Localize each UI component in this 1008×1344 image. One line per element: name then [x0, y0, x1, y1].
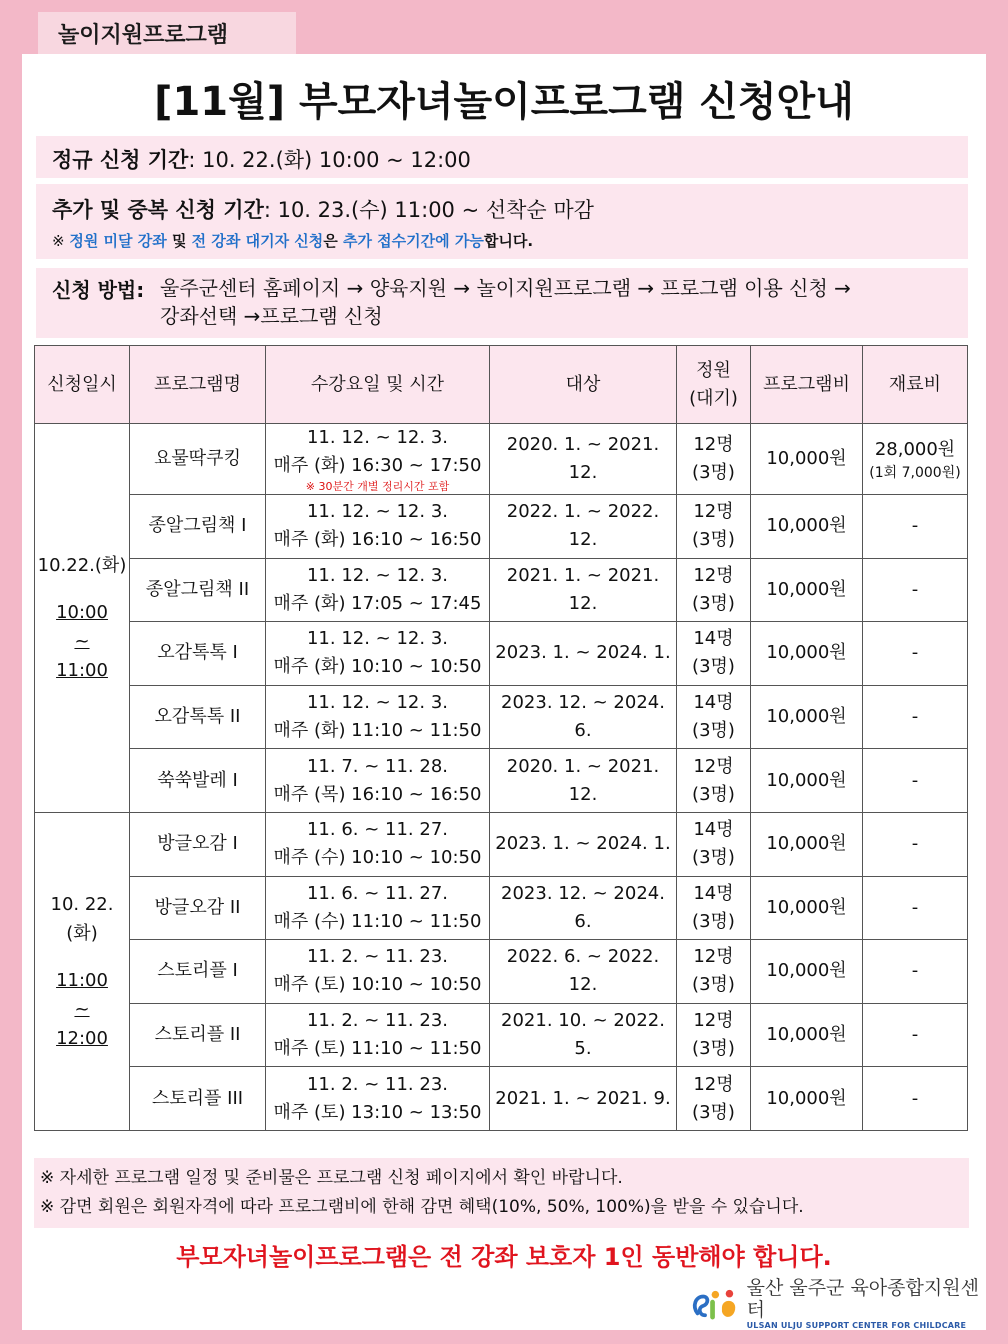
method-label: 신청 방법: — [52, 278, 145, 302]
schedule: 11. 12. ~ 12. 3. 매주 (화) 16:30 ~ 17:50 ※ 30분간 개별 정리시간 포함 — [266, 424, 490, 495]
footnotes — [34, 1158, 969, 1228]
capacity: 14명 (3명) — [677, 812, 751, 876]
target-age: 2021. 10. ~ 2022. 5. — [490, 1003, 677, 1067]
program-name: 스토리플 I — [130, 940, 266, 1004]
table-row — [35, 622, 968, 686]
schedule: 11. 12. ~ 12. 3. 매주 (화) 16:10 ~ 16:50 — [266, 495, 490, 559]
header-date: 신청일시 — [35, 346, 130, 424]
note-text-1: 및 — [166, 232, 192, 250]
material-fee: - — [863, 812, 968, 876]
target-age: 2023. 12. ~ 2024. 6. — [490, 876, 677, 940]
material-fee: - — [863, 685, 968, 749]
target-age: 2022. 1. ~ 2022. 12. — [490, 495, 677, 559]
extra-period-value: : 10. 23.(수) 11:00 ~ 선착순 마감 — [263, 198, 594, 222]
method-band — [36, 268, 968, 338]
schedule: 11. 6. ~ 11. 27. 매주 (수) 11:10 ~ 11:50 — [266, 876, 490, 940]
capacity: 14명 (3명) — [677, 685, 751, 749]
schedule: 11. 2. ~ 11. 23. 매주 (토) 10:10 ~ 10:50 — [266, 940, 490, 1004]
note-text-2: 은 — [323, 232, 343, 250]
program-name: 스토리플 III — [130, 1067, 266, 1131]
program-name: 오감톡톡 II — [130, 685, 266, 749]
target-age: 2023. 1. ~ 2024. 1. — [490, 812, 677, 876]
material-fee: - — [863, 1003, 968, 1067]
program-fee: 10,000원 — [751, 876, 863, 940]
target-age: 2020. 1. ~ 2021. 12. — [490, 749, 677, 813]
category-tab: 놀이지원프로그램 — [38, 12, 296, 54]
program-name: 방글오감 II — [130, 876, 266, 940]
header-schedule: 수강요일 및 시간 — [266, 346, 490, 424]
program-table — [34, 345, 968, 1131]
material-fee: - — [863, 1067, 968, 1131]
table-row — [35, 685, 968, 749]
method-line-2: 강좌선택 →프로그램 신청 — [160, 304, 383, 328]
capacity: 14명 (3명) — [677, 622, 751, 686]
material-fee: - — [863, 940, 968, 1004]
capacity: 12명 (3명) — [677, 495, 751, 559]
header-capacity: 정원 (대기) — [677, 346, 751, 424]
table-row — [35, 812, 968, 876]
program-fee: 10,000원 — [751, 812, 863, 876]
program-name: 오감톡톡 I — [130, 622, 266, 686]
regular-period-label: 정규 신청 기간 — [52, 148, 189, 172]
header-program: 프로그램명 — [130, 346, 266, 424]
header-material: 재료비 — [863, 346, 968, 424]
target-age: 2021. 1. ~ 2021. 9. — [490, 1067, 677, 1131]
material-fee: - — [863, 622, 968, 686]
schedule: 11. 7. ~ 11. 28. 매주 (목) 16:10 ~ 16:50 — [266, 749, 490, 813]
application-datetime: 10.22.(화) 10:00 ~ 11:00 — [35, 424, 130, 813]
program-fee: 10,000원 — [751, 424, 863, 495]
table-row — [35, 424, 968, 495]
target-age: 2023. 12. ~ 2024. 6. — [490, 685, 677, 749]
method-line-1: 울주군센터 홈페이지 → 양육지원 → 놀이지원프로그램 → 프로그램 이용 신청 → — [160, 276, 851, 300]
program-fee: 10,000원 — [751, 1067, 863, 1131]
note-prefix: ※ — [52, 232, 70, 250]
material-fee: - — [863, 876, 968, 940]
schedule: 11. 6. ~ 11. 27. 매주 (수) 10:10 ~ 10:50 — [266, 812, 490, 876]
program-name: 요물딱쿠킹 — [130, 424, 266, 495]
capacity: 12명 (3명) — [677, 940, 751, 1004]
center-logo-icon — [690, 1284, 743, 1324]
logo-korean-name: 울산 울주군 육아종합지원센터 — [746, 1277, 979, 1321]
table-row — [35, 876, 968, 940]
material-fee: - — [863, 495, 968, 559]
header-target: 대상 — [490, 346, 677, 424]
target-age: 2023. 1. ~ 2024. 1. — [490, 622, 677, 686]
program-name: 종알그림책 I — [130, 495, 266, 559]
program-fee: 10,000원 — [751, 940, 863, 1004]
program-name: 쑥쑥발레 I — [130, 749, 266, 813]
schedule: 11. 12. ~ 12. 3. 매주 (화) 17:05 ~ 17:45 — [266, 558, 490, 622]
table-row — [35, 558, 968, 622]
program-fee: 10,000원 — [751, 622, 863, 686]
table-row — [35, 495, 968, 559]
program-name: 방글오감 I — [130, 812, 266, 876]
header-fee: 프로그램비 — [751, 346, 863, 424]
application-datetime: 10. 22.(화) 11:00 ~ 12:00 — [35, 812, 130, 1130]
footnote-1: ※ 자세한 프로그램 일정 및 준비물은 프로그램 신청 페이지에서 확인 바랍니다. — [40, 1168, 623, 1188]
program-fee: 10,000원 — [751, 1003, 863, 1067]
program-name: 종알그림책 II — [130, 558, 266, 622]
program-fee: 10,000원 — [751, 558, 863, 622]
capacity: 12명 (3명) — [677, 1067, 751, 1131]
note-highlight-1: 정원 미달 강좌 — [69, 232, 167, 250]
regular-period-value: : 10. 22.(화) 10:00 ~ 12:00 — [188, 148, 471, 172]
companion-warning: 부모자녀놀이프로그램은 전 강좌 보호자 1인 동반해야 합니다. — [176, 1243, 832, 1271]
program-name: 스토리플 II — [130, 1003, 266, 1067]
program-fee: 10,000원 — [751, 685, 863, 749]
note-highlight-3: 추가 접수기간에 가능 — [342, 232, 484, 250]
schedule: 11. 2. ~ 11. 23. 매주 (토) 11:10 ~ 11:50 — [266, 1003, 490, 1067]
capacity: 12명 (3명) — [677, 1003, 751, 1067]
table-row — [35, 940, 968, 1004]
capacity: 12명 (3명) — [677, 558, 751, 622]
material-fee: - — [863, 558, 968, 622]
capacity: 12명 (3명) — [677, 749, 751, 813]
schedule: 11. 2. ~ 11. 23. 매주 (토) 13:10 ~ 13:50 — [266, 1067, 490, 1131]
extra-period-band — [36, 184, 968, 259]
table-row — [35, 749, 968, 813]
material-fee: 28,000원 (1회 7,000원) — [863, 424, 968, 495]
program-fee: 10,000원 — [751, 495, 863, 559]
target-age: 2020. 1. ~ 2021. 12. — [490, 424, 677, 495]
notice-sheet — [22, 54, 986, 1330]
page-title: [11월] 부모자녀놀이프로그램 신청안내 — [154, 79, 854, 125]
extra-period-note — [52, 230, 968, 251]
table-row — [35, 1003, 968, 1067]
target-age: 2022. 6. ~ 2022. 12. — [490, 940, 677, 1004]
target-age: 2021. 1. ~ 2021. 12. — [490, 558, 677, 622]
extra-period-label: 추가 및 중복 신청 기간 — [52, 198, 264, 222]
note-text-3: 합니다. — [483, 232, 534, 250]
logo-english-name: ULSAN ULJU SUPPORT CENTER FOR CHILDCARE — [746, 1321, 967, 1330]
footnote-2: ※ 감면 회원은 회원자격에 따라 프로그램비에 한해 감면 혜택(10%, 50%, 100%)을 받을 수 있습니다. — [40, 1197, 804, 1217]
table-row — [35, 1067, 968, 1131]
regular-period-band — [36, 136, 968, 178]
capacity: 14명 (3명) — [677, 876, 751, 940]
note-highlight-2: 전 강좌 대기자 신청 — [191, 232, 324, 250]
center-logo — [690, 1277, 982, 1330]
capacity: 12명 (3명) — [677, 424, 751, 495]
material-fee: - — [863, 749, 968, 813]
schedule: 11. 12. ~ 12. 3. 매주 (화) 10:10 ~ 10:50 — [266, 622, 490, 686]
schedule: 11. 12. ~ 12. 3. 매주 (화) 11:10 ~ 11:50 — [266, 685, 490, 749]
program-fee: 10,000원 — [751, 749, 863, 813]
